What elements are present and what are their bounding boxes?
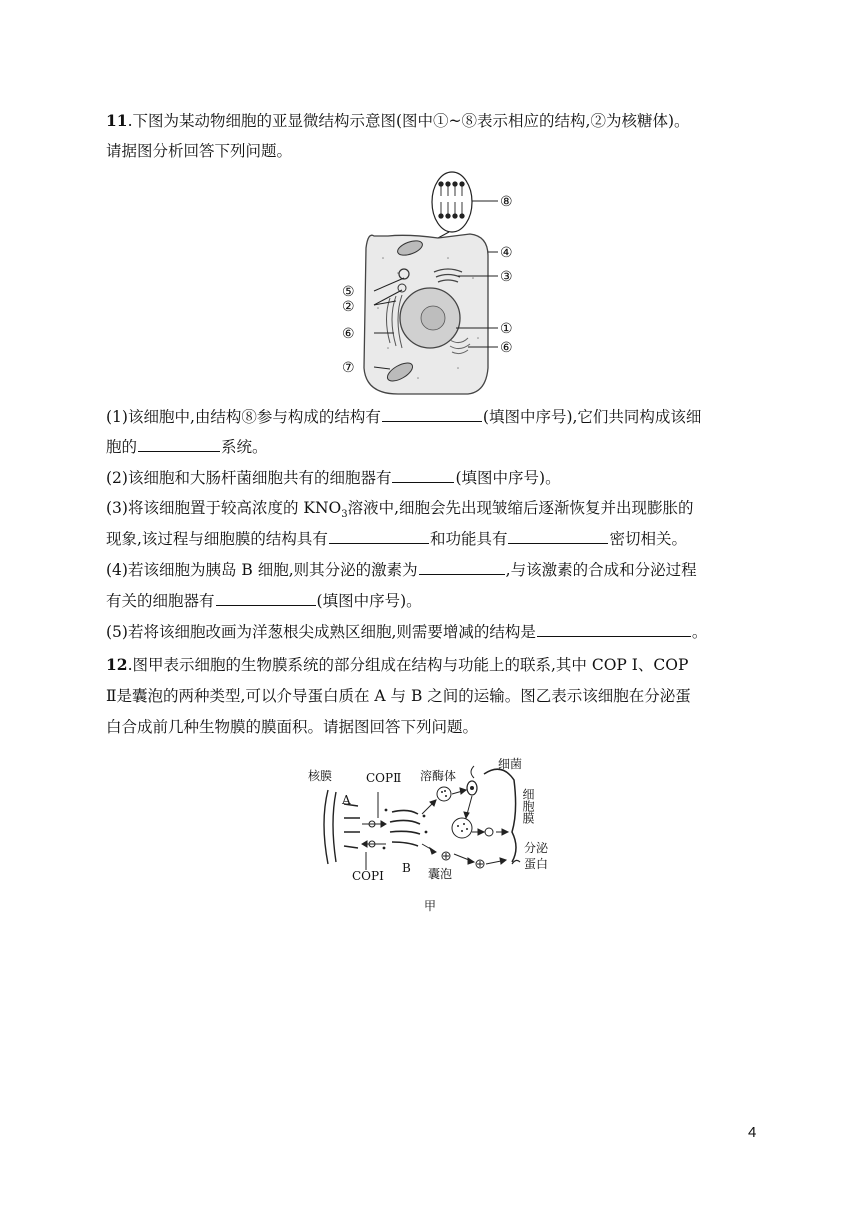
label-a: A	[342, 793, 351, 807]
label-cop2: COPⅡ	[366, 771, 402, 785]
page-number: 4	[748, 1124, 757, 1141]
label-7: ⑦	[342, 360, 355, 376]
answer-blank[interactable]	[537, 622, 691, 637]
q11-number: 11	[106, 111, 128, 130]
label-vesicle: 囊泡	[428, 867, 453, 881]
label-5: ⑤	[342, 284, 355, 300]
answer-blank[interactable]	[382, 407, 482, 422]
answer-blank[interactable]	[138, 437, 220, 452]
q11-sub1-cont: 胞的 系统。	[106, 438, 268, 456]
answer-blank[interactable]	[508, 529, 608, 544]
figure-caption: 甲	[424, 899, 437, 912]
q12-stem-line3: 白合成前几种生物膜的膜面积。请据图回答下列问题。	[106, 718, 479, 736]
label-lysosome: 溶酶体	[420, 769, 457, 783]
label-6a: ⑥	[342, 326, 355, 342]
q11-sub4-cont: 有关的细胞器有 (填图中序号)。	[106, 592, 422, 610]
q11-sub2: (2)该细胞和大肠杆菌细胞共有的细胞器有 (填图中序号)。	[106, 469, 561, 487]
label-8: ⑧	[500, 194, 513, 210]
label-cell-membrane: 细胞膜	[521, 788, 535, 824]
answer-blank[interactable]	[329, 529, 429, 544]
q11-sub5: (5)若将该细胞改画为洋葱根尖成熟区细胞,则需要增减的结构是 。	[106, 623, 708, 641]
q11-sub1: (1)该细胞中,由结构⑧参与构成的结构有 (填图中序号),它们共同构成该细	[106, 408, 702, 426]
q12-stem-line2: Ⅱ是囊泡的两种类型,可以介导蛋白质在 A 与 B 之间的运输。图乙表示该细胞在分泌蛋	[106, 687, 691, 705]
label-2: ②	[342, 299, 355, 315]
label-1: ①	[500, 321, 513, 337]
label-4: ④	[500, 245, 513, 261]
q11-sub4: (4)若该细胞为胰岛 B 细胞,则其分泌的激素为 ,与该激素的合成和分泌过程	[106, 561, 697, 579]
q12-stem-line1: 12.图甲表示细胞的生物膜系统的部分组成在结构与功能上的联系,其中 COP Ⅰ、COP	[106, 655, 689, 674]
answer-blank[interactable]	[392, 468, 454, 483]
label-3: ③	[500, 269, 513, 285]
q11-sub3-cont: 现象,该过程与细胞膜的结构具有 和功能具有 密切相关。	[106, 530, 687, 548]
q11-stem-line1: 11.下图为某动物细胞的亚显微结构示意图(图中①~⑧表示相应的结构,②为核糖体)。	[106, 111, 690, 130]
label-secreted-protein-1: 分泌	[524, 841, 549, 855]
q11-stem-line2: 请据图分析回答下列问题。	[106, 142, 293, 160]
answer-blank[interactable]	[216, 591, 316, 606]
label-cop1: COPⅠ	[352, 869, 384, 883]
membrane-system-diagram	[306, 752, 566, 912]
label-bacteria: 细菌	[498, 757, 523, 771]
q11-sub3: (3)将该细胞置于较高浓度的 $KNO_3$溶液中,细胞会先出现皱缩后逐渐恢复并出现膨胀的	[106, 499, 694, 521]
q12-number: 12	[106, 655, 128, 674]
label-b: B	[402, 861, 411, 875]
label-nuclear-membrane: 核膜	[308, 769, 333, 783]
label-6b: ⑥	[500, 340, 513, 356]
label-secreted-protein-2: 蛋白	[524, 857, 549, 871]
answer-blank[interactable]	[419, 560, 505, 575]
animal-cell-diagram	[338, 168, 528, 400]
